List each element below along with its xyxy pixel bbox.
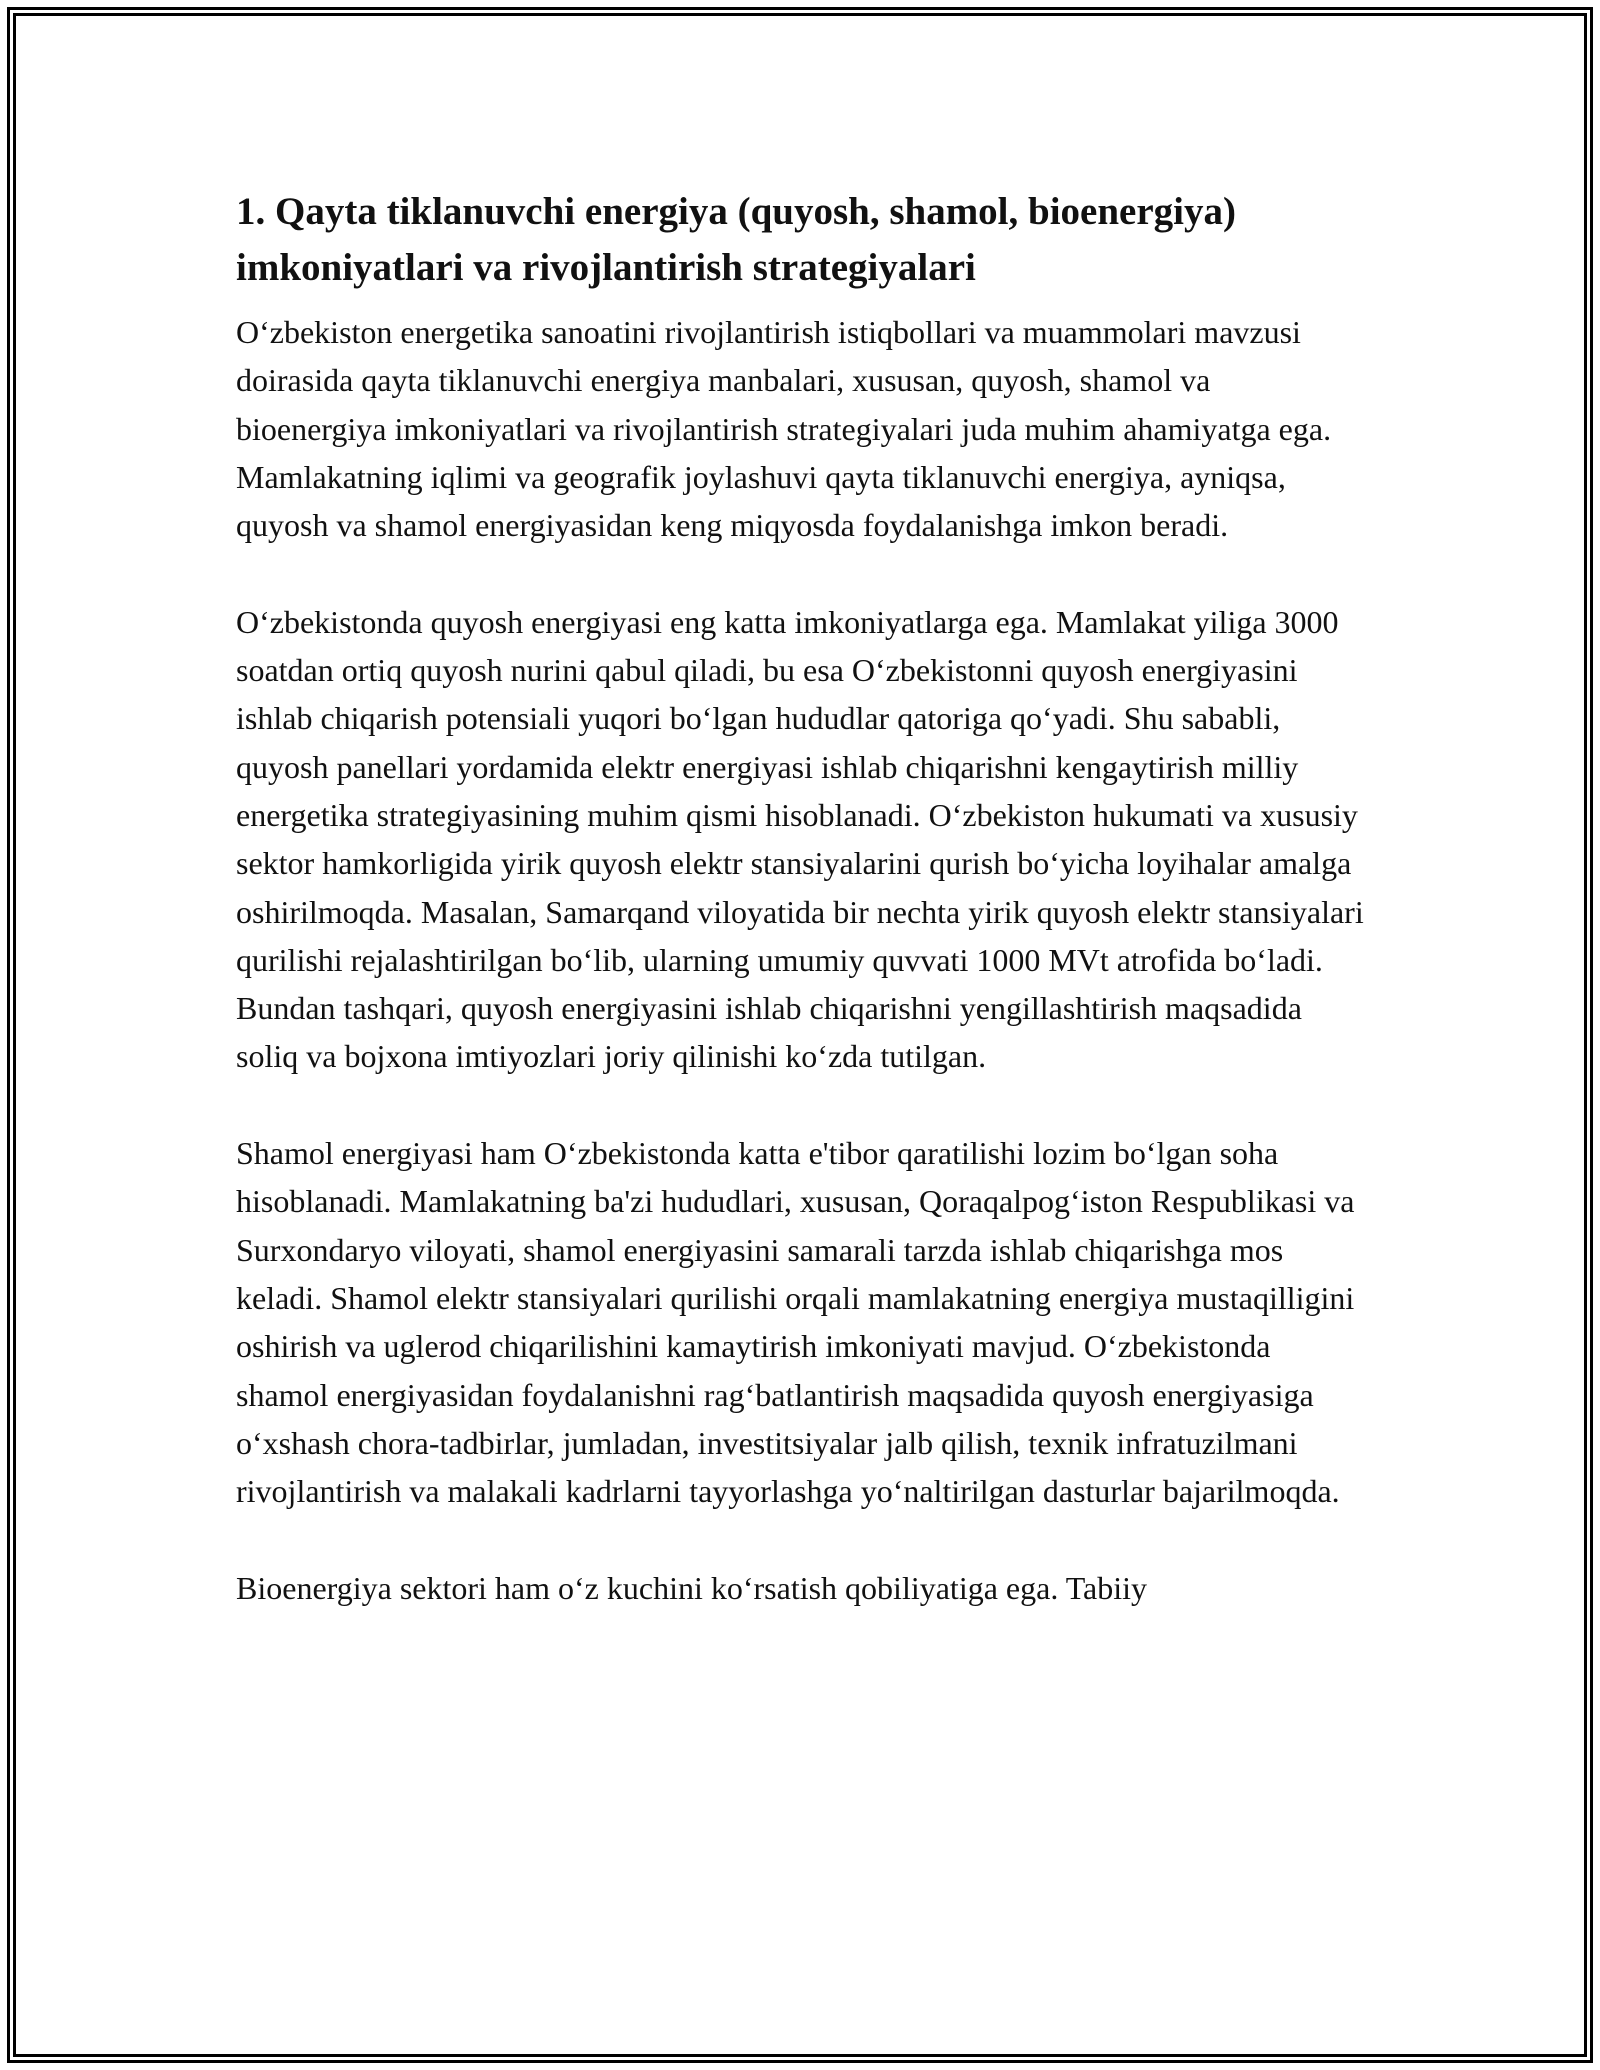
paragraph-bioenergy: Bioenergiya sektori ham o‘z kuchini ko‘rsatish qobiliyatiga ega. Tabiiy: [236, 1569, 1148, 1606]
paragraph-wind: Shamol energiyasi ham O‘zbekistonda katta e'tibor qaratilishi lozim bo‘lgan soha hisoblanadi. Mamlakatning ba'zi hududlari, xususan, Qoraqalpog‘iston Respublikasi va Surxondaryo viloyati, shamol energiyasini samarali tarzda ishlab chiqarishga mos keladi. Shamol elektr stansiyalari qurilishi orqali mamlakatning energiya mustaqilligini oshirish va uglerod chiqarilishini kamaytirish imkoniyati mavjud. O‘zbekistonda shamol energiyasidan foydalanishni rag‘batlantirish maqsadida quyosh energiyasiga o‘xshash chora-tadbirlar, jumladan, investitsiyalar jalb qilish, texnik infratuzilmani rivojlantirish va malakali kadrlarni tayyorlashga yo‘naltirilgan dasturlar bajarilmoqda.: [236, 1135, 1355, 1510]
document-page: [236, 184, 1366, 1660]
paragraph-solar: O‘zbekistonda quyosh energiyasi eng katta imkoniyatlarga ega. Mamlakat yiliga 3000 soatdan ortiq quyosh nurini qabul qiladi, bu esa O‘zbekistonni quyosh energiyasini ishlab chiqarish potensiali yuqori bo‘lgan hududlar qatoriga qo‘yadi. Shu sababli, quyosh panellari yordamida elektr energiyasi ishlab chiqarishni kengaytirish milliy energetika strategiyasining muhim qismi hisoblanadi. O‘zbekiston hukumati va xususiy sektor hamkorligida yirik quyosh elektr stansiyalarini qurish bo‘yicha loyihalar amalga oshirilmoqda. Masalan, Samarqand viloyatida bir nechta yirik quyosh elektr stansiyalari qurilishi rejalashtirilgan bo‘lib, ularning umumiy quvvati 1000 MVt atrofida bo‘ladi. Bundan tashqari, quyosh energiyasini ishlab chiqarishni yengillashtirish maqsadida soliq va bojxona imtiyozlari joriy qilinishi ko‘zda tutilgan.: [236, 603, 1364, 1075]
section-heading: 1. Qayta tiklanuvchi energiya (quyosh, shamol, bioenergiya) imkoniyatlari va rivojlantirish strategiyalari: [236, 190, 1236, 289]
paragraph-intro: O‘zbekiston energetika sanoatini rivojlantirish istiqbollari va muammolari mavzusi doirasida qayta tiklanuvchi energiya manbalari, xususan, quyosh, shamol va bioenergiya imkoniyatlari va rivojlantirish strategiyalari juda muhim ahamiyatga ega. Mamlakatning iqlimi va geografik joylashuvi qayta tiklanuvchi energiya, ayniqsa, quyosh va shamol energiyasidan keng miqyosda foydalanishga imkon beradi.: [236, 314, 1332, 544]
